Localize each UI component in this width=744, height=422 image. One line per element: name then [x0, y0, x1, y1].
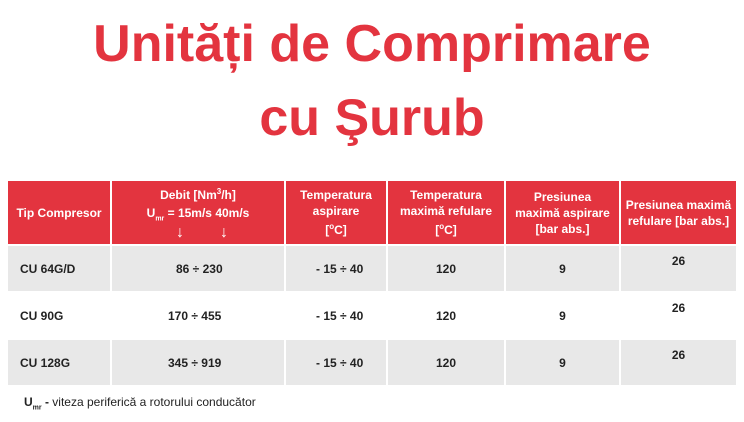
header-temp-asp-line1: Temperatura — [300, 188, 372, 202]
header-temp-asp-line2: aspirare — [312, 204, 360, 218]
cell-temp-ref: 120 — [388, 338, 506, 385]
cell-tip: CU 128G — [8, 338, 112, 385]
header-arrows — [116, 224, 280, 242]
header-temp-ref-unit-sup: o — [439, 222, 445, 231]
cell-pres-ref: 26 — [621, 291, 736, 338]
cell-temp-ref: 120 — [388, 244, 506, 291]
table-header-row — [8, 181, 736, 244]
footnote-umr-symbol: U — [24, 395, 33, 409]
header-umr-sub: mr — [155, 215, 165, 223]
cell-pres-ref: 26 — [621, 244, 736, 291]
header-debit-sup: 3 — [216, 186, 222, 196]
header-pres-asp: Presiunea maximă aspirare [bar abs.] — [506, 181, 621, 244]
footnote-umr-sub: mr — [32, 404, 42, 412]
cell-pres-ref: 26 — [621, 338, 736, 385]
header-umr-symbol: U — [146, 205, 156, 220]
cell-temp-asp: - 15 ÷ 40 — [286, 244, 388, 291]
cell-temp-asp: - 15 ÷ 40 — [286, 338, 388, 385]
header-umr-line — [116, 205, 280, 227]
page-title-line1: Unități de Comprimare — [93, 15, 651, 73]
header-debit — [112, 181, 286, 244]
cell-debit: 170 ÷ 455 — [112, 291, 286, 338]
cell-debit: 86 ÷ 230 — [112, 244, 286, 291]
header-temp-ref-line2: maximă refulare — [399, 204, 493, 218]
header-debit-unit: /h] — [221, 187, 236, 202]
header-temp-ref — [388, 181, 506, 244]
page-title-line2: cu Şurub — [259, 89, 485, 147]
footnote-dash: - — [41, 395, 53, 409]
header-temp-asp-unit-pre: [ — [325, 223, 330, 237]
arrow-down-icon: ↓ — [220, 224, 228, 242]
header-temp-asp-unit-sup: o — [329, 222, 335, 231]
arrow-down-icon: ↓ — [176, 224, 184, 242]
header-umr-values: = 15m/s 40m/s — [164, 205, 250, 220]
compressor-table — [8, 181, 736, 385]
cell-temp-ref: 120 — [388, 291, 506, 338]
cell-pres-asp: 9 — [506, 291, 621, 338]
cell-tip: CU 64G/D — [8, 244, 112, 291]
table-row — [8, 338, 736, 385]
header-debit-label: Debit [Nm — [160, 187, 217, 202]
cell-tip: CU 90G — [8, 291, 112, 338]
footnote-text: viteza periferică a rotorului conducător — [52, 395, 256, 409]
table-row — [8, 291, 736, 338]
cell-pres-asp: 9 — [506, 244, 621, 291]
cell-debit: 345 ÷ 919 — [112, 338, 286, 385]
footnote — [24, 395, 256, 411]
header-tip: Tip Compresor — [8, 181, 112, 244]
header-temp-asp-unit-post: C] — [334, 223, 347, 237]
header-pres-ref: Presiunea maximă refulare [bar abs.] — [621, 181, 736, 244]
cell-pres-asp: 9 — [506, 338, 621, 385]
cell-temp-asp: - 15 ÷ 40 — [286, 291, 388, 338]
header-temp-asp — [286, 181, 388, 244]
table-row — [8, 244, 736, 291]
header-temp-ref-line1: Temperatura — [410, 188, 482, 202]
header-temp-ref-unit-pre: [ — [435, 223, 440, 237]
header-temp-ref-unit-post: C] — [444, 223, 457, 237]
